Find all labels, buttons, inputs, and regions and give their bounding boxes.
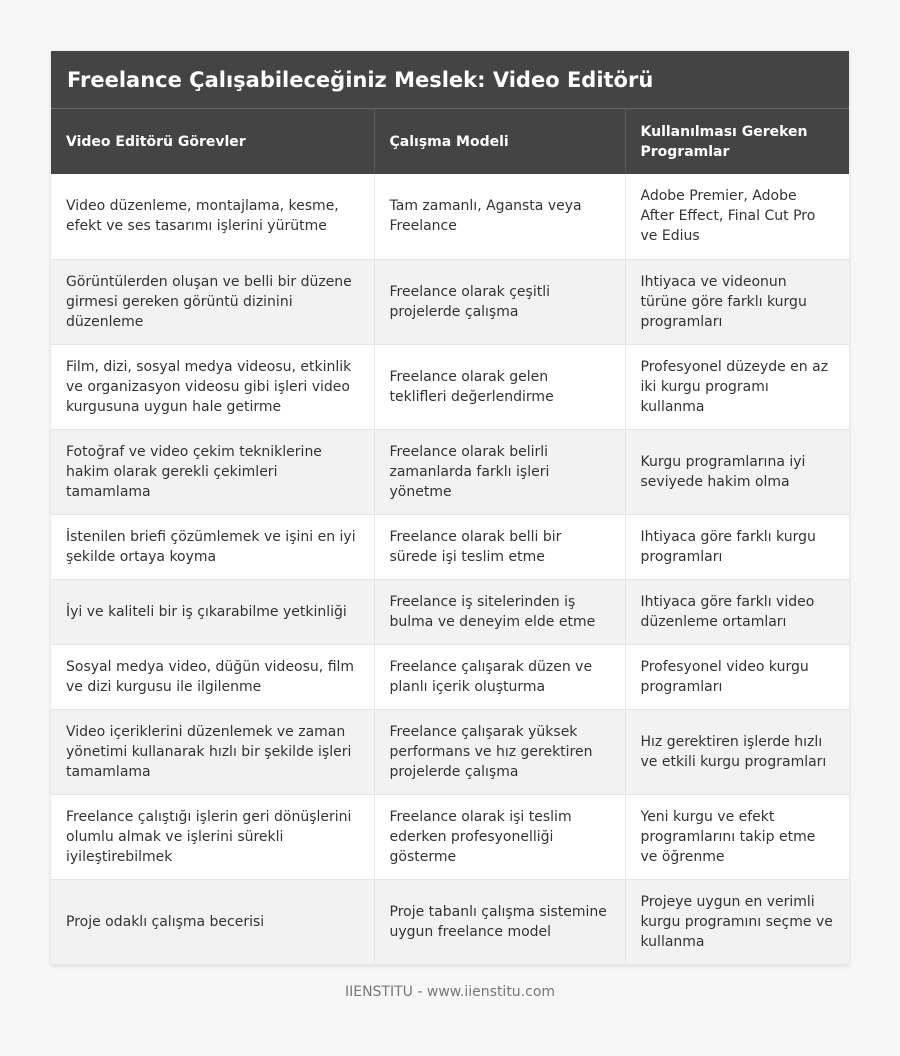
cell-task: Sosyal medya video, düğün videosu, film ve dizi kurgusu ile ilgilenme (51, 644, 374, 709)
cell-programs: Ihtiyaca ve videonun türüne göre farklı kurgu programları (625, 259, 849, 344)
cell-task: Görüntülerden oluşan ve belli bir düzene girmesi gereken görüntü dizinini düzenleme (51, 259, 374, 344)
header-row (51, 109, 849, 174)
table-title: Freelance Çalışabileceğiniz Meslek: Video Editörü (51, 51, 849, 109)
cell-model: Tam zamanlı, Agansta veya Freelance (374, 174, 625, 259)
cell-programs: Kurgu programlarına iyi seviyede hakim olma (625, 429, 849, 514)
cell-programs: Projeye uygun en verimli kurgu programını seçme ve kullanma (625, 879, 849, 964)
table-row (51, 709, 849, 794)
cell-model: Freelance olarak gelen teklifleri değerlendirme (374, 344, 625, 429)
cell-programs: Ihtiyaca göre farklı video düzenleme ortamları (625, 579, 849, 644)
cell-task: Proje odaklı çalışma becerisi (51, 879, 374, 964)
table-row (51, 794, 849, 879)
cell-task: Film, dizi, sosyal medya videosu, etkinlik ve organizasyon videosu gibi işleri video kurgusuna uygun hale getirme (51, 344, 374, 429)
table-row (51, 429, 849, 514)
column-header-model: Çalışma Modeli (374, 109, 625, 174)
cell-model: Freelance olarak belirli zamanlarda farklı işleri yönetme (374, 429, 625, 514)
data-table (51, 109, 849, 965)
table-card (51, 51, 849, 965)
cell-programs: Adobe Premier, Adobe After Effect, Final Cut Pro ve Edius (625, 174, 849, 259)
cell-task: Video içeriklerini düzenlemek ve zaman yönetimi kullanarak hızlı bir şekilde işleri tamamlama (51, 709, 374, 794)
cell-model: Freelance olarak belli bir sürede işi teslim etme (374, 514, 625, 579)
cell-programs: Yeni kurgu ve efekt programlarını takip etme ve öğrenme (625, 794, 849, 879)
table-row (51, 344, 849, 429)
column-header-programs: Kullanılması Gereken Programlar (625, 109, 849, 174)
cell-model: Freelance olarak işi teslim ederken profesyonelliği gösterme (374, 794, 625, 879)
cell-task: İyi ve kaliteli bir iş çıkarabilme yetkinliği (51, 579, 374, 644)
cell-task: İstenilen briefi çözümlemek ve işini en iyi şekilde ortaya koyma (51, 514, 374, 579)
cell-programs: Profesyonel video kurgu programları (625, 644, 849, 709)
cell-programs: Profesyonel düzeyde en az iki kurgu programı kullanma (625, 344, 849, 429)
table-row (51, 879, 849, 964)
footer-credit: IIENSTITU - www.iienstitu.com (344, 984, 556, 1000)
table-row (51, 644, 849, 709)
cell-task: Video düzenleme, montajlama, kesme, efekt ve ses tasarımı işlerini yürütme (51, 174, 374, 259)
table-row (51, 259, 849, 344)
cell-model: Proje tabanlı çalışma sistemine uygun freelance model (374, 879, 625, 964)
cell-task: Freelance çalıştığı işlerin geri dönüşlerini olumlu almak ve işlerini sürekli iyileştirebilmek (51, 794, 374, 879)
cell-model: Freelance iş sitelerinden iş bulma ve deneyim elde etme (374, 579, 625, 644)
column-header-tasks: Video Editörü Görevler (51, 109, 374, 174)
cell-programs: Ihtiyaca göre farklı kurgu programları (625, 514, 849, 579)
cell-task: Fotoğraf ve video çekim tekniklerine hakim olarak gerekli çekimleri tamamlama (51, 429, 374, 514)
table-row (51, 579, 849, 644)
cell-model: Freelance çalışarak düzen ve planlı içerik oluşturma (374, 644, 625, 709)
cell-model: Freelance olarak çeşitli projelerde çalışma (374, 259, 625, 344)
cell-model: Freelance çalışarak yüksek performans ve hız gerektiren projelerde çalışma (374, 709, 625, 794)
cell-programs: Hız gerektiren işlerde hızlı ve etkili kurgu programları (625, 709, 849, 794)
table-row (51, 174, 849, 259)
table-row (51, 514, 849, 579)
